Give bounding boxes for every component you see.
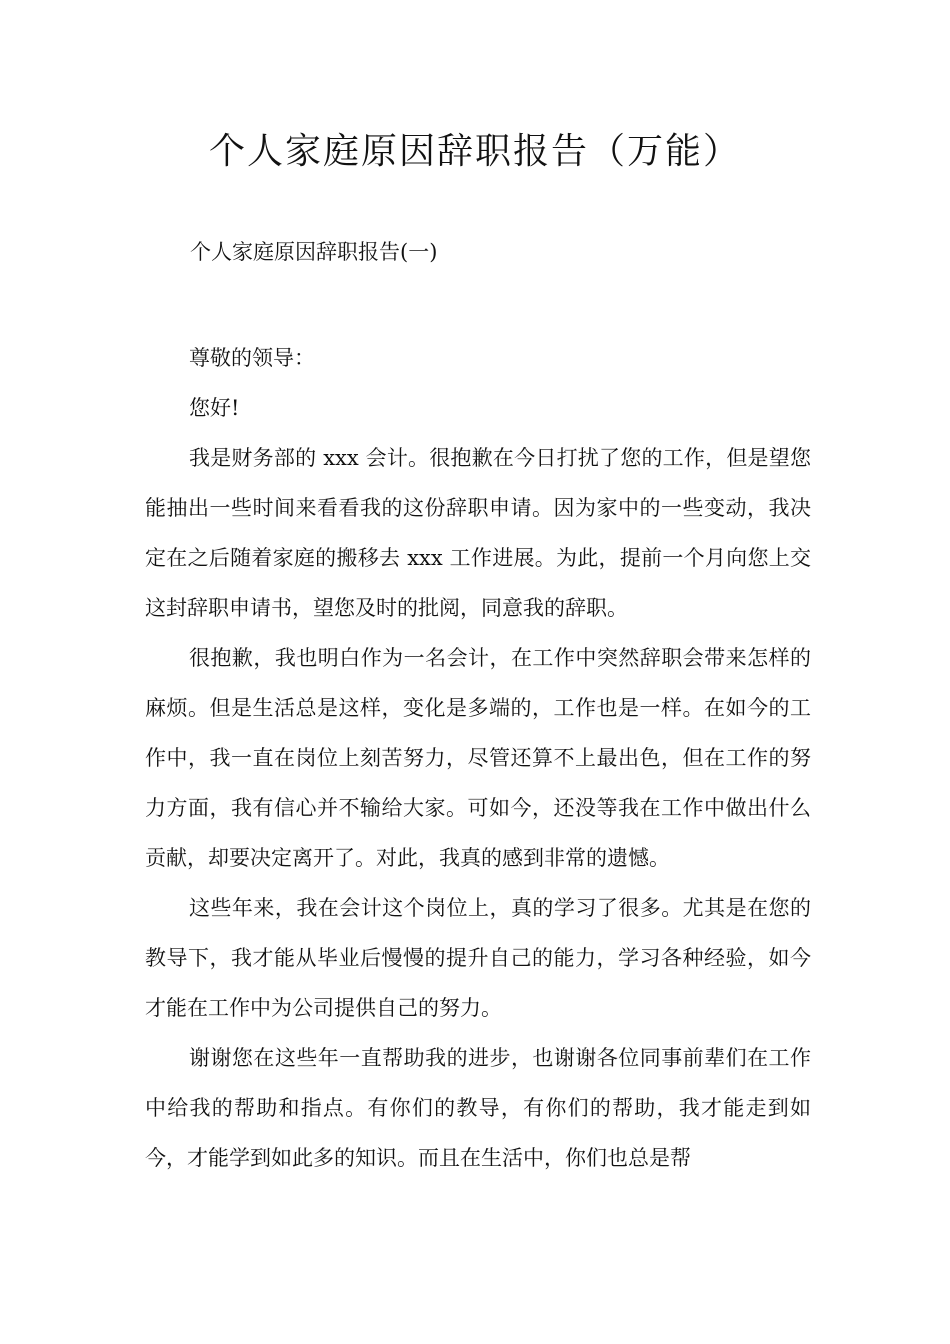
paragraph-1: 我是财务部的 xxx 会计。很抱歉在今日打扰了您的工作，但是望您能抽出一些时间来看看我的这份辞职申请。因为家中的一些变动，我决定在之后随着家庭的搬移去 xxx 工作进展。为此，提前一个月向您上交这封辞职申请书，望您及时的批阅，同意我的辞职。	[145, 446, 811, 620]
paragraph-4: 谢谢您在这些年一直帮助我的进步，也谢谢各位同事前辈们在工作中给我的帮助和指点。有你们的教导，有你们的帮助，我才能走到如今，才能学到如此多的知识。而且在生活中，你们也总是帮	[145, 1046, 811, 1170]
paragraph-3: 这些年来，我在会计这个岗位上，真的学习了很多。尤其是在您的教导下，我才能从毕业后慢慢的提升自己的能力，学习各种经验，如今才能在工作中为公司提供自己的努力。	[145, 896, 811, 1020]
letter-body	[145, 333, 811, 1183]
document-title: 个人家庭原因辞职报告（万能）	[208, 131, 741, 172]
paragraph-2: 很抱歉，我也明白作为一名会计，在工作中突然辞职会带来怎样的麻烦。但是生活总是这样，变化是多端的，工作也是一样。在如今的工作中，我一直在岗位上刻苦努力，尽管还算不上最出色，但在工作的努力方面，我有信心并不输给大家。可如今，还没等我在工作中做出什么贡献，却要决定离开了。对此，我真的感到非常的遗憾。	[145, 646, 811, 870]
salutation: 尊敬的领导：	[189, 346, 315, 370]
greeting: 您好!	[189, 396, 240, 420]
document-subtitle: 个人家庭原因辞职报告(一)	[190, 240, 438, 264]
